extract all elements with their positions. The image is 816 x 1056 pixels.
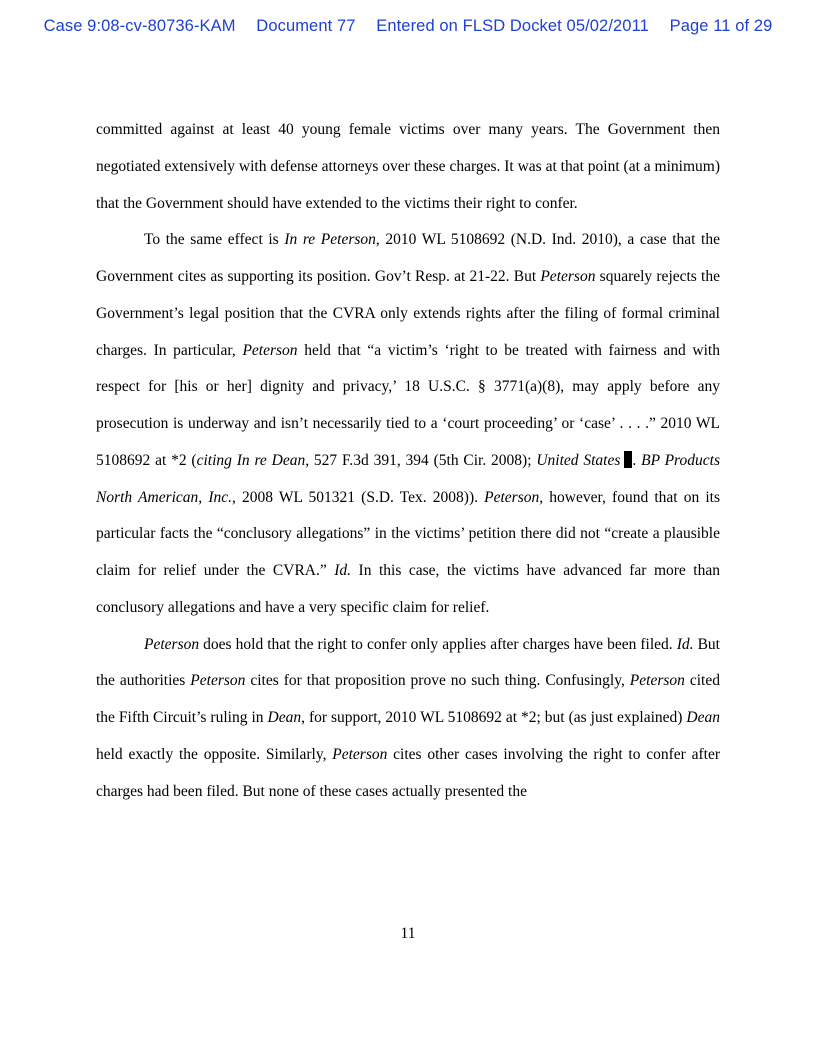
text-run: cites for that proposition prove no such thing. Confusingly, xyxy=(245,672,630,690)
page-indicator: Page 11 of 29 xyxy=(669,17,773,35)
case-number: Case 9:08-cv-80736-KAM xyxy=(43,17,236,35)
document-number: Document 77 xyxy=(256,17,356,35)
paragraph-3 xyxy=(96,627,720,811)
text-run: , 2010 WL 5108692 (N.D. Ind. 2010), a case that the Government cites as supporting its position. Gov’t Resp. at 21-22. But xyxy=(96,231,720,285)
text-run: In this case, the victims have advanced far more than conclusory allegations and have a very specific claim for relief. xyxy=(96,562,720,616)
case-citation: Peterson xyxy=(144,635,200,653)
docket-entry: Entered on FLSD Docket 05/02/2011 xyxy=(376,17,649,35)
case-citation: Peterson xyxy=(332,745,388,763)
text-run: , for support, 2010 WL 5108692 at *2; but (as just explained) xyxy=(301,709,687,726)
paragraph-1 xyxy=(96,112,720,222)
text-run: squarely rejects the Government’s legal position that the CVRA only extends rights after the filing of formal criminal charges. In particular, xyxy=(96,268,720,359)
text-run: . xyxy=(632,451,642,469)
case-citation: In re Peterson xyxy=(284,231,376,249)
case-citation: Id. xyxy=(334,562,352,579)
case-citation: Dean xyxy=(686,709,720,726)
docket-header xyxy=(0,17,816,36)
text-run: committed against at least 40 young female victims over many years. The Government then negotiated extensively with defense attorneys over these charges. It was at that point (at a minimum) that the Government should have extended to the victims their right to confer. xyxy=(96,121,720,212)
text-run: To the same effect is xyxy=(144,231,285,249)
document-body xyxy=(96,112,720,810)
page-number: 11 xyxy=(400,925,416,942)
case-citation: Peterson xyxy=(190,672,246,690)
text-run: held that “a victim’s ‘right to be treated with fairness and with respect for [his or her] dignity and privacy,’ 18 U.S.C. § 3771(a)(8), may apply before any prosecution is underway and isn’t necessarily tied to a ‘court proceeding’ or ‘case’ . . . .” 2010 WL 5108692 at *2 ( xyxy=(96,341,720,469)
text-run: , 2008 WL 501321 (S.D. Tex. 2008)). xyxy=(231,488,485,506)
case-citation: Peterson xyxy=(242,341,298,359)
case-citation: Dean xyxy=(267,709,302,726)
text-run: , however, found that on its particular facts the “conclusory allegations” in the victims’ petition there did not “create a plausible claim for relief under the CVRA.” xyxy=(96,488,721,579)
text-run: does hold that the right to confer only applies after charges have been filed. xyxy=(199,635,677,653)
case-citation: United States xyxy=(536,451,621,469)
case-citation: citing In re Dean xyxy=(196,451,306,469)
case-citation: Peterson xyxy=(629,672,685,690)
case-citation: BP Products North American, Inc. xyxy=(96,451,720,506)
case-citation: Peterson xyxy=(540,268,596,285)
case-citation: Id. xyxy=(676,635,694,653)
case-citation: Peterson xyxy=(484,488,540,506)
paragraph-2 xyxy=(96,222,720,626)
text-run: , 527 F.3d 391, 394 (5th Cir. 2008); xyxy=(305,451,537,469)
text-run: held exactly the opposite. Similarly, xyxy=(96,745,333,763)
text-run: cited the Fifth Circuit’s ruling in xyxy=(96,672,720,726)
text-run: cites other cases involving the right to confer after charges had been filed. But none of these cases actually presented the xyxy=(96,745,720,800)
text-run: But the authorities xyxy=(96,635,720,690)
